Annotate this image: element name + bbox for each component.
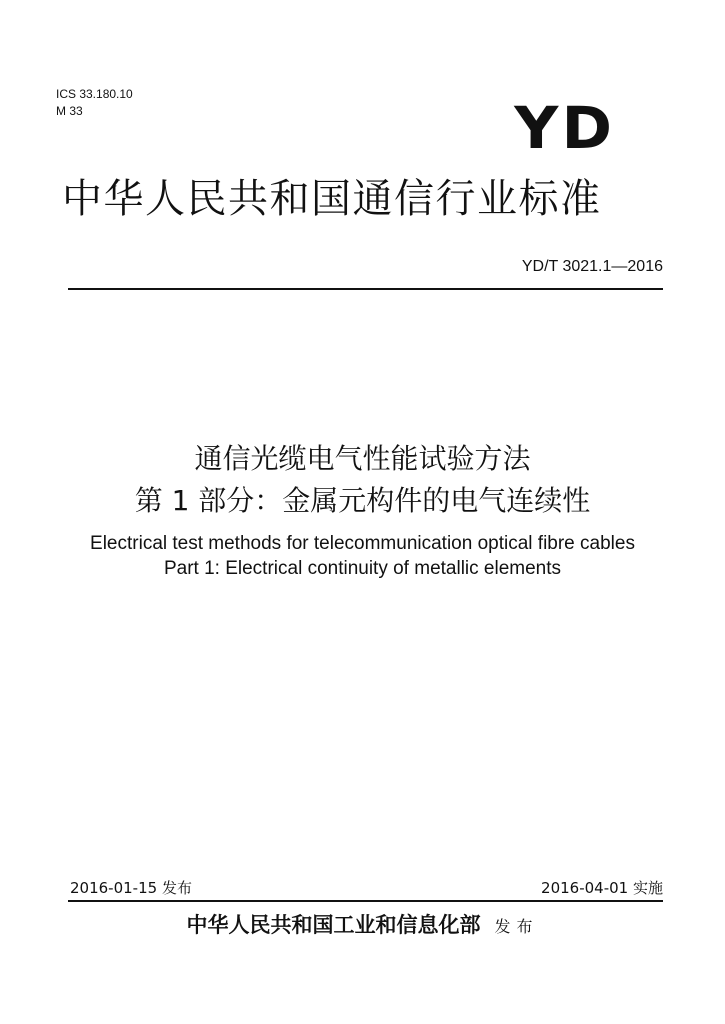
chinese-title [0,438,725,522]
yd-logo: YD [514,94,615,162]
classification-code: M 33 [56,104,83,118]
issuer-name: 中华人民共和国工业和信息化部 [186,912,481,937]
ics-code: ICS 33.180.10 [56,87,133,101]
standard-category-title: 中华人民共和国通信行业标准 [62,176,602,222]
implementation-date: 2016-04-01 实施 [541,879,663,897]
publish-date: 2016-01-15 发布 [70,879,192,897]
chinese-title-line-2: 第 1 部分：金属元构件的电气连续性 [134,484,591,517]
footer-divider [68,900,663,902]
classification-codes [56,86,133,120]
english-title-line-2: Part 1: Electrical continuity of metallic elements [163,558,562,579]
header-divider [68,288,663,290]
english-title-line-1: Electrical test methods for telecommunication optical fibre cables [90,533,635,554]
issuer-action: 发布 [494,917,539,936]
standard-number: YD/T 3021.1—2016 [521,258,663,275]
issuer-block [0,910,725,942]
english-title [0,531,725,581]
chinese-title-line-1: 通信光缆电气性能试验方法 [194,442,531,475]
